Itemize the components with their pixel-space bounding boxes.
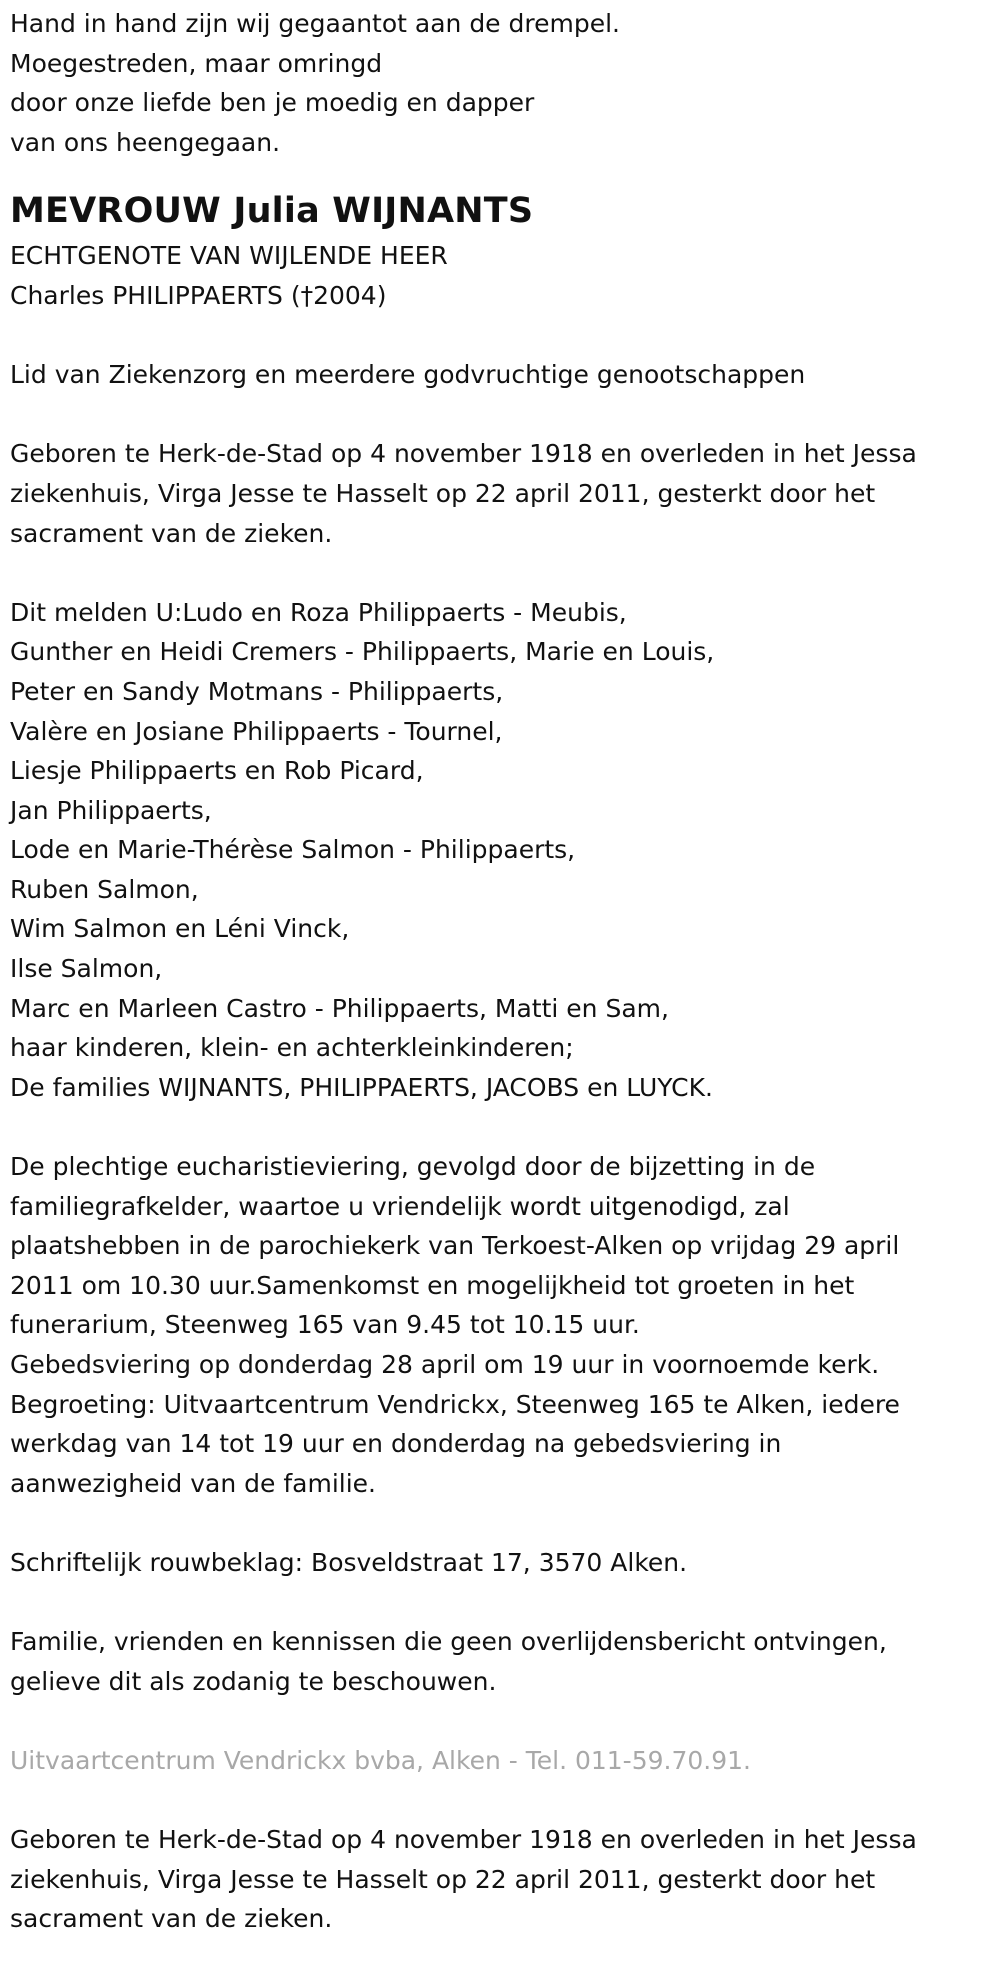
obituary-document [10,4,990,1939]
notice-block [10,1622,990,1701]
condolences-text: Schriftelijk rouwbeklag: Bosveldstraat 17, 3570 Alken. [10,1547,688,1577]
notice-line: Familie, vrienden en kennissen die geen overlijdensbericht ontvingen, [10,1627,887,1657]
spacer [10,162,990,186]
family-line: Ilse Salmon, [10,954,163,984]
family-line: haar kinderen, klein- en achterkleinkinderen; [10,1033,574,1063]
family-block [10,593,990,1108]
poem-line: van ons heengegaan. [10,127,281,157]
birth-death-line: sacrament van de zieken. [10,1904,333,1934]
family-line: Peter en Sandy Motmans - Philippaerts, [10,676,504,706]
birth-death-repeat-block [10,1820,990,1939]
spouse-line: ECHTGENOTE VAN WIJLENDE HEER [10,241,448,271]
birth-death-line: Geboren te Herk-de-Stad op 4 november 1918 en overleden in het Jessa [10,1825,917,1855]
family-line: Valère en Josiane Philippaerts - Tournel, [10,716,503,746]
family-line: Jan Philippaerts, [10,795,212,825]
spacer [10,395,990,435]
ceremony-line: werkdag van 14 tot 19 uur en donderdag na gebedsviering in [10,1429,782,1459]
family-line: Marc en Marleen Castro - Philippaerts, Matti en Sam, [10,993,669,1023]
family-line: De families WIJNANTS, PHILIPPAERTS, JACOBS en LUYCK. [10,1072,713,1102]
ceremony-line: familiegrafkelder, waartoe u vriendelijk wordt uitgenodigd, zal [10,1191,790,1221]
spacer [10,1781,990,1821]
ceremony-block [10,1147,990,1503]
spacer [10,1701,990,1741]
ceremony-line: plaatshebben in de parochiekerk van Terkoest-Alken op vrijdag 29 april [10,1231,900,1261]
deceased-name: MEVROUW Julia WIJNANTS [10,191,534,232]
spacer [10,316,990,356]
membership-text: Lid van Ziekenzorg en meerdere godvruchtige genootschappen [10,360,806,390]
spouse-line: Charles PHILIPPAERTS (†2004) [10,280,387,310]
ceremony-line: De plechtige eucharistieviering, gevolgd door de bijzetting in de [10,1152,816,1182]
birth-death-line: ziekenhuis, Virga Jesse te Hasselt op 22 april 2011, gesterkt door het [10,478,876,508]
notice-line: gelieve dit als zodanig te beschouwen. [10,1666,497,1696]
family-line: Dit melden U:Ludo en Roza Philippaerts - Meubis, [10,597,627,627]
funeral-home-text: Uitvaartcentrum Vendrickx bvba, Alken - Tel. 011-59.70.91. [10,1745,751,1775]
ceremony-line: 2011 om 10.30 uur.Samenkomst en mogelijkheid tot groeten in het [10,1270,855,1300]
ceremony-line: aanwezigheid van de familie. [10,1468,376,1498]
ceremony-line: Begroeting: Uitvaartcentrum Vendrickx, Steenweg 165 te Alken, iedere [10,1389,900,1419]
spacer [10,1107,990,1147]
family-line: Ruben Salmon, [10,874,199,904]
poem-block [10,4,990,162]
family-line: Liesje Philippaerts en Rob Picard, [10,756,424,786]
birth-death-line: sacrament van de zieken. [10,518,333,548]
birth-death-line: ziekenhuis, Virga Jesse te Hasselt op 22 april 2011, gesterkt door het [10,1864,876,1894]
poem-line: Hand in hand zijn wij gegaantot aan de drempel. [10,9,620,38]
family-line: Gunther en Heidi Cremers - Philippaerts, Marie en Louis, [10,637,715,667]
birth-death-block [10,434,990,553]
spacer [10,553,990,593]
family-line: Lode en Marie-Thérèse Salmon - Philippaerts, [10,835,576,865]
spacer [10,1583,990,1623]
birth-death-line: Geboren te Herk-de-Stad op 4 november 1918 en overleden in het Jessa [10,439,917,469]
poem-line: Moegestreden, maar omringd [10,48,383,78]
ceremony-line: funerarium, Steenweg 165 van 9.45 tot 10.15 uur. [10,1310,640,1340]
family-line: Wim Salmon en Léni Vinck, [10,914,350,944]
deceased-block [10,186,990,315]
poem-line: door onze liefde ben je moedig en dapper [10,88,535,118]
ceremony-line: Gebedsviering op donderdag 28 april om 19 uur in voornoemde kerk. [10,1350,880,1379]
spacer [10,1503,990,1543]
